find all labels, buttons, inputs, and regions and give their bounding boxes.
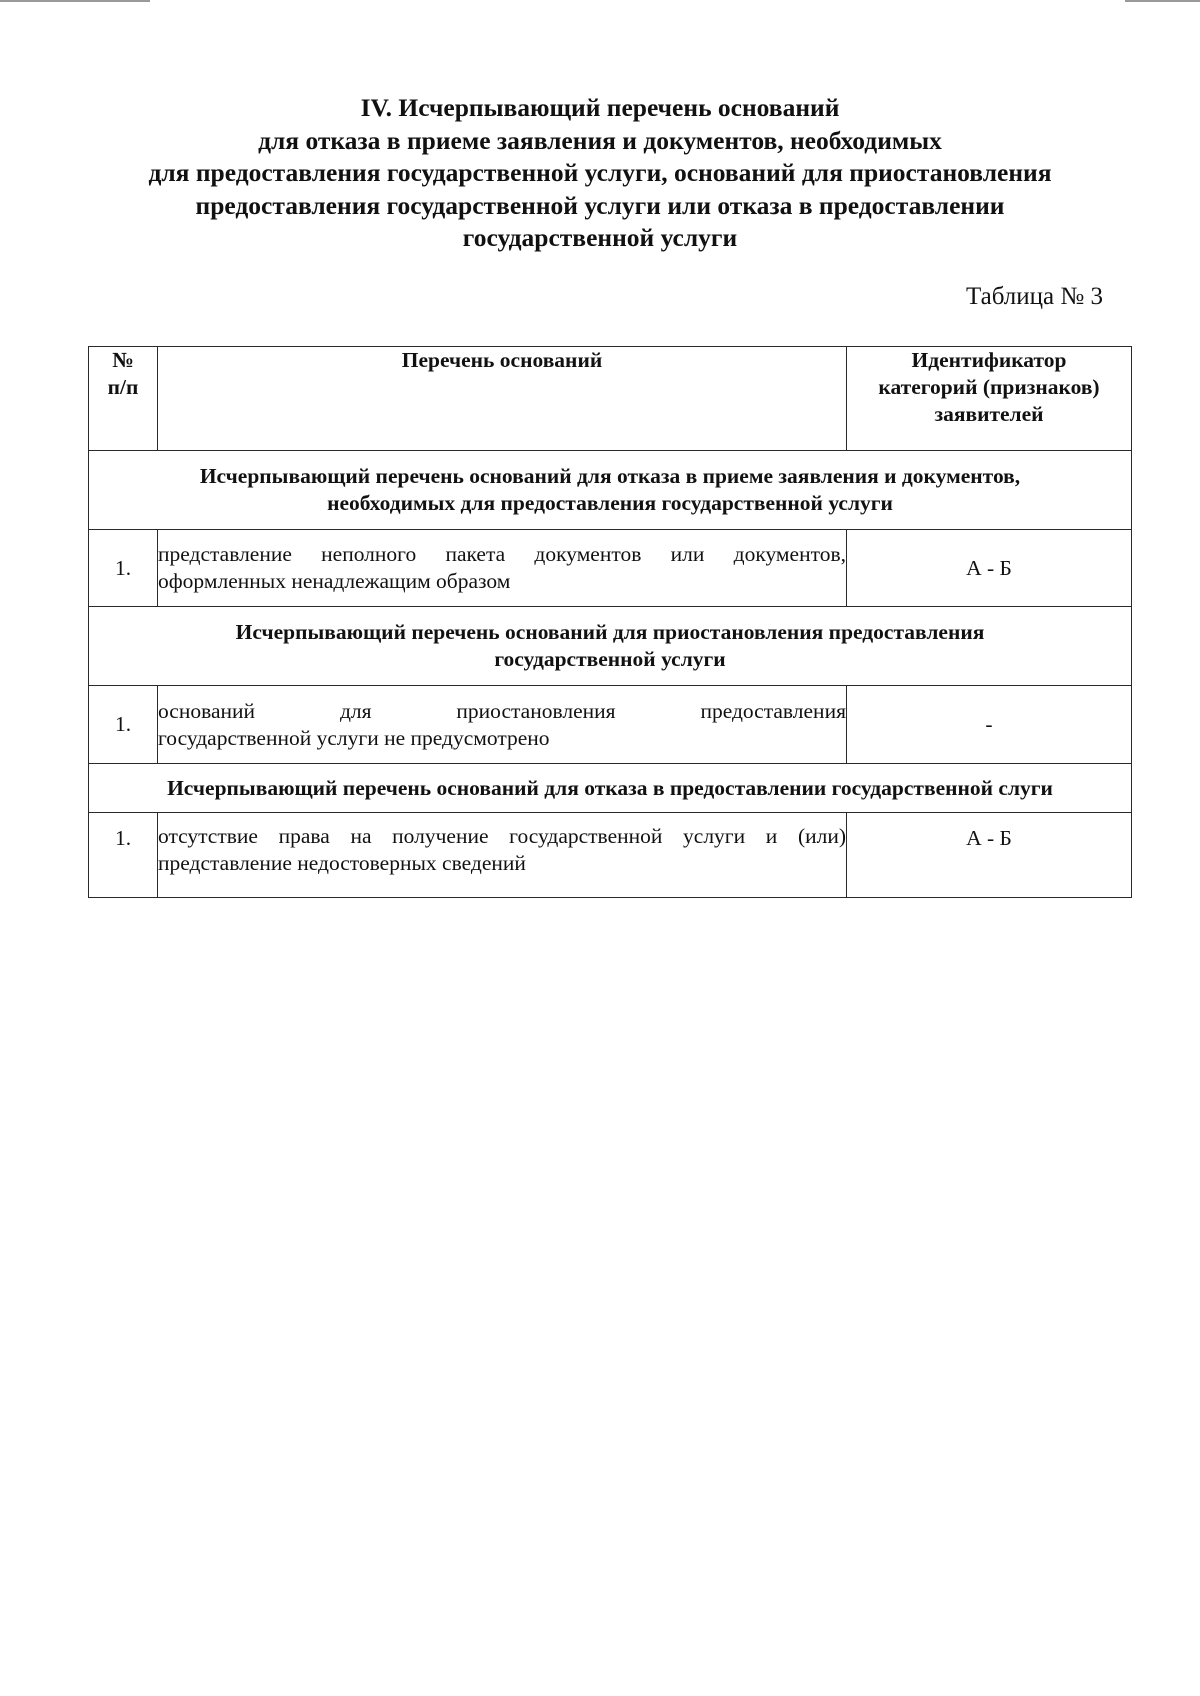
row-number: 1. bbox=[89, 813, 158, 898]
row-identifier: - bbox=[847, 686, 1132, 764]
reason-word: для bbox=[339, 698, 372, 723]
table-caption: Таблица № 3 bbox=[965, 283, 1103, 310]
heading-line: IV. Исчерпывающий перечень оснований bbox=[360, 93, 840, 122]
header-grounds: Перечень оснований bbox=[158, 347, 847, 451]
section-title-line: Исчерпывающий перечень оснований для отказа в приеме заявления и документов, bbox=[199, 464, 1021, 488]
row-number: 1. bbox=[89, 686, 158, 764]
row-number: 1. bbox=[89, 530, 158, 607]
reason-line: оформленных ненадлежащим образом bbox=[158, 569, 511, 593]
heading-line: для предоставления государственной услуги, оснований для приостановления bbox=[148, 158, 1052, 187]
reason-word: документов, bbox=[733, 542, 846, 566]
header-number-line: п/п bbox=[107, 375, 139, 399]
reason-word: получение bbox=[392, 824, 489, 848]
section-heading bbox=[60, 92, 1140, 255]
table-row bbox=[89, 530, 1132, 607]
heading-line: для отказа в приеме заявления и документов, необходимых bbox=[258, 125, 942, 155]
header-number bbox=[89, 347, 158, 451]
reason-line bbox=[158, 823, 846, 850]
section-row bbox=[89, 451, 1132, 530]
table-header-row bbox=[89, 347, 1132, 451]
section-title-line: Исчерпывающий перечень оснований для приостановления предоставления bbox=[235, 620, 985, 644]
heading-line: государственной услуги bbox=[462, 223, 738, 252]
reason-line: государственной услуги не предусмотрено bbox=[158, 725, 550, 750]
reason-word: государственной bbox=[509, 824, 663, 848]
section-title: Исчерпывающий перечень оснований для отказа в предоставлении государственной слуги bbox=[89, 764, 1132, 813]
reason-word: пакета bbox=[445, 542, 506, 566]
reason-word: предоставления bbox=[700, 698, 846, 723]
header-number-line: № bbox=[112, 348, 134, 372]
reason-word: и bbox=[765, 824, 778, 848]
section-title-line: необходимых для предоставления государственной услуги bbox=[327, 491, 893, 515]
header-identifier-line: заявителей bbox=[934, 402, 1044, 426]
reason-word: отсутствие bbox=[158, 824, 258, 848]
header-identifier-line: Идентификатор bbox=[911, 348, 1067, 372]
row-identifier: А - Б bbox=[847, 813, 1132, 898]
reason-word: приостановления bbox=[456, 698, 616, 723]
reason-word: неполного bbox=[321, 542, 417, 566]
reason-line bbox=[158, 698, 846, 725]
scan-edge-mark-right bbox=[1125, 0, 1200, 2]
section-row bbox=[89, 607, 1132, 686]
reason-word: или bbox=[670, 542, 705, 566]
row-identifier: А - Б bbox=[847, 530, 1132, 607]
reason-word: документов bbox=[534, 542, 642, 566]
reason-word: услуги bbox=[683, 824, 746, 848]
heading-line: предоставления государственной услуги или отказа в предоставлении bbox=[195, 190, 1005, 220]
reason-word: права bbox=[278, 824, 330, 848]
reason-word: оснований bbox=[158, 698, 256, 723]
reason-line bbox=[158, 541, 846, 568]
reason-word: представление bbox=[158, 542, 292, 566]
row-reason bbox=[158, 530, 847, 607]
section-title bbox=[89, 607, 1132, 686]
grounds-table bbox=[88, 346, 1132, 898]
reason-line: представление недостоверных сведений bbox=[158, 851, 526, 875]
section-title bbox=[89, 451, 1132, 530]
header-identifier-line: категорий (признаков) bbox=[878, 375, 1100, 399]
row-reason bbox=[158, 813, 847, 898]
table-row bbox=[89, 686, 1132, 764]
reason-word: (или) bbox=[797, 824, 846, 848]
scan-edge-mark-left bbox=[0, 0, 150, 2]
table-row bbox=[89, 813, 1132, 898]
header-identifier bbox=[847, 347, 1132, 451]
section-row bbox=[89, 764, 1132, 813]
reason-word: на bbox=[350, 824, 372, 848]
section-title-line: государственной услуги bbox=[494, 647, 726, 671]
row-reason bbox=[158, 686, 847, 764]
